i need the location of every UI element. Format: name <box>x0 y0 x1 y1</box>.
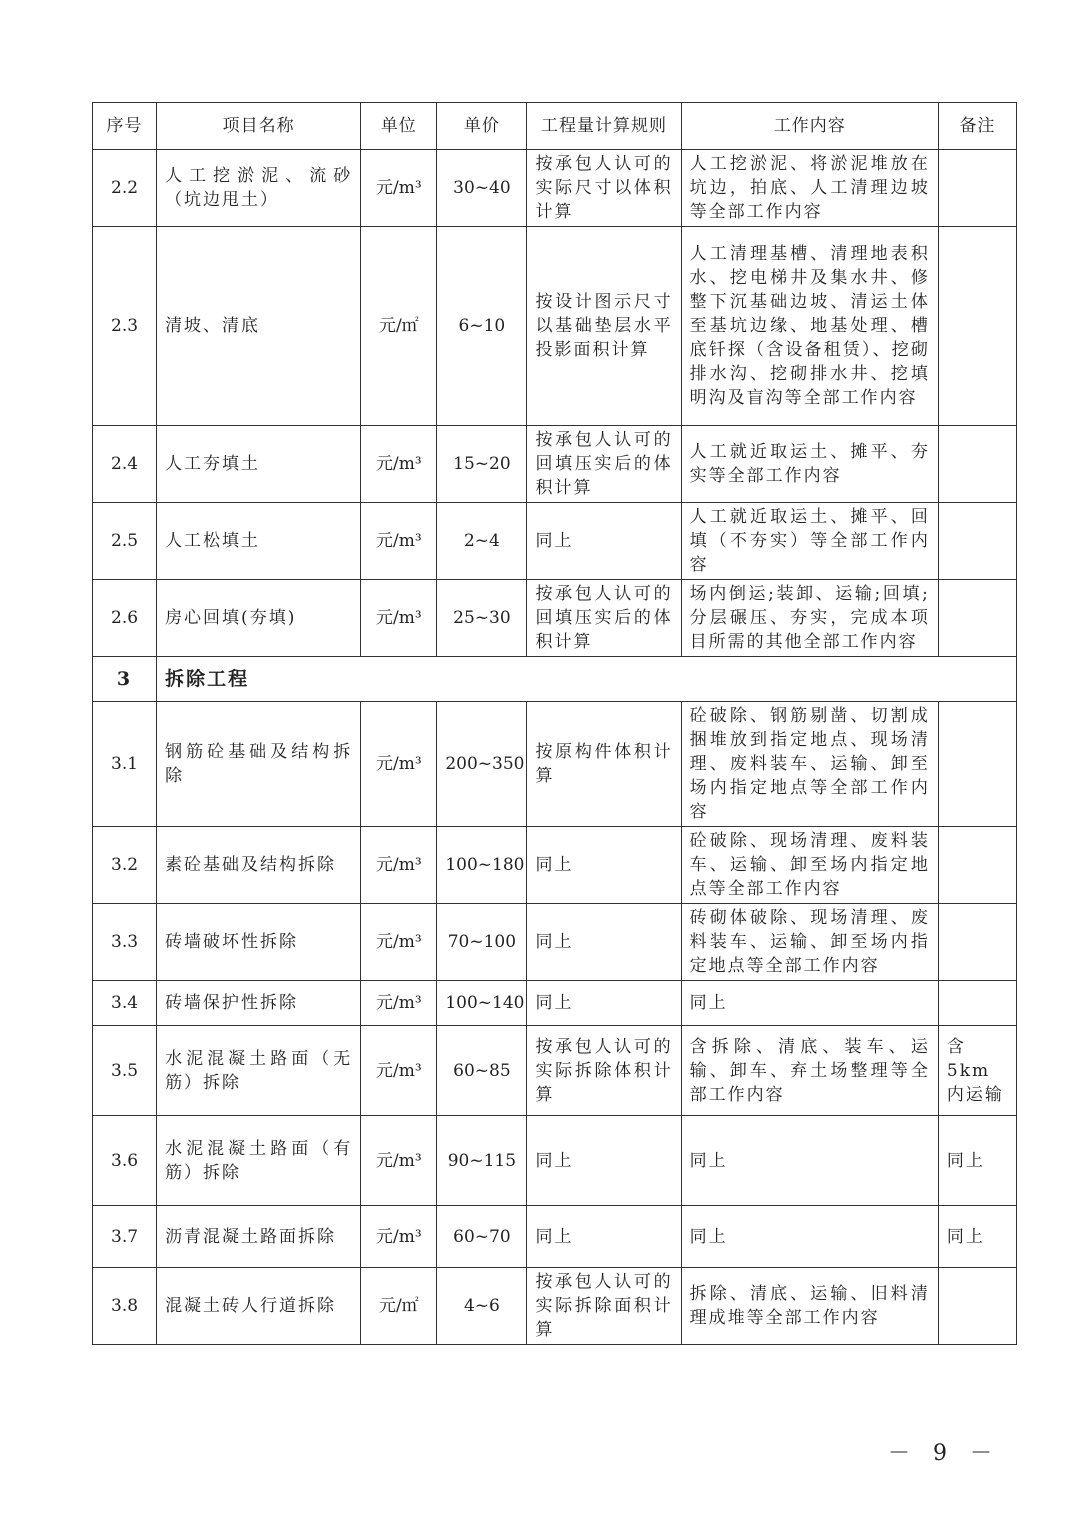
row-unit: 元/m³ <box>361 1206 437 1268</box>
row-name: 水泥混凝土路面（无筋）拆除 <box>157 1026 361 1116</box>
row-note: 同上 <box>938 1206 1016 1268</box>
table-row <box>93 1268 1017 1345</box>
row-unit: 元/m³ <box>361 981 437 1026</box>
row-rule: 按原构件体积计算 <box>527 702 681 827</box>
row-rule: 按设计图示尺寸以基础垫层水平投影面积计算 <box>527 227 681 426</box>
row-work: 同上 <box>681 1116 938 1206</box>
header-row <box>93 103 1017 150</box>
table-row <box>93 904 1017 981</box>
row-unit: 元/m³ <box>361 827 437 904</box>
row-note <box>938 981 1016 1026</box>
row-work: 人工挖淤泥、将淤泥堆放在坑边，拍底、人工清理边坡等全部工作内容 <box>681 150 938 227</box>
row-price: 6~10 <box>437 227 527 426</box>
header-price: 单价 <box>437 103 527 150</box>
header-note: 备注 <box>938 103 1016 150</box>
row-note: 同上 <box>938 1116 1016 1206</box>
table-row <box>93 150 1017 227</box>
row-name: 清坡、清底 <box>157 227 361 426</box>
section-no: 3 <box>93 657 157 702</box>
row-price: 30~40 <box>437 150 527 227</box>
header-work: 工作内容 <box>681 103 938 150</box>
row-work: 场内倒运;装卸、运输;回填;分层碾压、夯实，完成本项目所需的其他全部工作内容 <box>681 580 938 657</box>
row-price: 25~30 <box>437 580 527 657</box>
page-number: － 9 － <box>888 1441 1000 1466</box>
row-note <box>938 150 1016 227</box>
table-row <box>93 1206 1017 1268</box>
row-no: 3.8 <box>93 1268 157 1345</box>
row-no: 3.1 <box>93 702 157 827</box>
row-name: 砖墙破坏性拆除 <box>157 904 361 981</box>
table-row <box>93 702 1017 827</box>
row-no: 3.2 <box>93 827 157 904</box>
row-no: 2.6 <box>93 580 157 657</box>
row-rule: 同上 <box>527 904 681 981</box>
row-note <box>938 227 1016 426</box>
row-unit: 元/m³ <box>361 580 437 657</box>
row-no: 2.2 <box>93 150 157 227</box>
row-no: 3.7 <box>93 1206 157 1268</box>
table-row <box>93 1026 1017 1116</box>
row-note <box>938 702 1016 827</box>
row-name: 人工挖淤泥、流砂（坑边甩土） <box>157 150 361 227</box>
row-price: 15~20 <box>437 426 527 503</box>
row-work: 砼破除、现场清理、废料装车、运输、卸至场内指定地点等全部工作内容 <box>681 827 938 904</box>
header-unit: 单位 <box>361 103 437 150</box>
row-no: 3.4 <box>93 981 157 1026</box>
row-rule: 同上 <box>527 827 681 904</box>
section-row <box>93 657 1017 702</box>
row-rule: 按承包人认可的实际拆除体积计算 <box>527 1026 681 1116</box>
table-row <box>93 503 1017 580</box>
row-note <box>938 827 1016 904</box>
row-no: 3.5 <box>93 1026 157 1116</box>
row-rule: 按承包人认可的回填压实后的体积计算 <box>527 426 681 503</box>
row-name: 人工松填土 <box>157 503 361 580</box>
row-unit: 元/m³ <box>361 150 437 227</box>
table-row <box>93 981 1017 1026</box>
row-note <box>938 503 1016 580</box>
row-name: 砖墙保护性拆除 <box>157 981 361 1026</box>
row-price: 60~70 <box>437 1206 527 1268</box>
row-rule: 同上 <box>527 1116 681 1206</box>
row-name: 混凝土砖人行道拆除 <box>157 1268 361 1345</box>
row-no: 3.3 <box>93 904 157 981</box>
row-work: 同上 <box>681 981 938 1026</box>
table-row <box>93 827 1017 904</box>
table-row <box>93 1116 1017 1206</box>
section-title: 拆除工程 <box>157 657 1017 702</box>
row-name: 人工夯填土 <box>157 426 361 503</box>
row-price: 200~350 <box>437 702 527 827</box>
row-rule: 同上 <box>527 1206 681 1268</box>
row-unit: 元/m³ <box>361 904 437 981</box>
row-unit: 元/m³ <box>361 426 437 503</box>
row-no: 3.6 <box>93 1116 157 1206</box>
row-no: 2.3 <box>93 227 157 426</box>
row-name: 钢筋砼基础及结构拆除 <box>157 702 361 827</box>
row-rule: 按承包人认可的实际拆除面积计算 <box>527 1268 681 1345</box>
row-rule: 同上 <box>527 503 681 580</box>
row-name: 素砼基础及结构拆除 <box>157 827 361 904</box>
row-name: 沥青混凝土路面拆除 <box>157 1206 361 1268</box>
row-no: 2.5 <box>93 503 157 580</box>
table-row <box>93 426 1017 503</box>
row-rule: 同上 <box>527 981 681 1026</box>
table-row <box>93 227 1017 426</box>
row-note <box>938 1268 1016 1345</box>
row-no: 2.4 <box>93 426 157 503</box>
header-rule: 工程量计算规则 <box>527 103 681 150</box>
row-unit: 元/m³ <box>361 1026 437 1116</box>
row-price: 70~100 <box>437 904 527 981</box>
row-unit: 元/㎡ <box>361 1268 437 1345</box>
row-work: 含拆除、清底、装车、运输、卸车、弃土场整理等全部工作内容 <box>681 1026 938 1116</box>
row-note <box>938 580 1016 657</box>
row-rule: 按承包人认可的回填压实后的体积计算 <box>527 580 681 657</box>
row-name: 水泥混凝土路面（有筋）拆除 <box>157 1116 361 1206</box>
row-note <box>938 904 1016 981</box>
row-unit: 元/m³ <box>361 1116 437 1206</box>
row-work: 同上 <box>681 1206 938 1268</box>
row-unit: 元/m³ <box>361 503 437 580</box>
row-price: 60~85 <box>437 1026 527 1116</box>
row-price: 90~115 <box>437 1116 527 1206</box>
row-work: 人工就近取运土、摊平、回填（不夯实）等全部工作内容 <box>681 503 938 580</box>
row-note <box>938 426 1016 503</box>
row-price: 100~140 <box>437 981 527 1026</box>
row-price: 2~4 <box>437 503 527 580</box>
row-unit: 元/m³ <box>361 702 437 827</box>
header-name: 项目名称 <box>157 103 361 150</box>
table-row <box>93 580 1017 657</box>
header-no: 序号 <box>93 103 157 150</box>
row-unit: 元/㎡ <box>361 227 437 426</box>
row-rule: 按承包人认可的实际尺寸以体积计算 <box>527 150 681 227</box>
row-price: 100~180 <box>437 827 527 904</box>
row-work: 人工就近取运土、摊平、夯实等全部工作内容 <box>681 426 938 503</box>
row-work: 砼破除、钢筋剔凿、切割成捆堆放到指定地点、现场清理、废料装车、运输、卸至场内指定地点等全部工作内容 <box>681 702 938 827</box>
row-work: 拆除、清底、运输、旧料清理成堆等全部工作内容 <box>681 1268 938 1345</box>
row-work: 人工清理基槽、清理地表积水、挖电梯井及集水井、修整下沉基础边坡、清运土体至基坑边缘、地基处理、槽底钎探（含设备租赁）、挖砌排水沟、挖砌排水井、挖填明沟及盲沟等全部工作内容 <box>681 227 938 426</box>
row-note: 含 5km 内运输 <box>938 1026 1016 1116</box>
row-price: 4~6 <box>437 1268 527 1345</box>
row-name: 房心回填(夯填) <box>157 580 361 657</box>
price-table <box>92 102 1017 1345</box>
row-work: 砖砌体破除、现场清理、废料装车、运输、卸至场内指定地点等全部工作内容 <box>681 904 938 981</box>
